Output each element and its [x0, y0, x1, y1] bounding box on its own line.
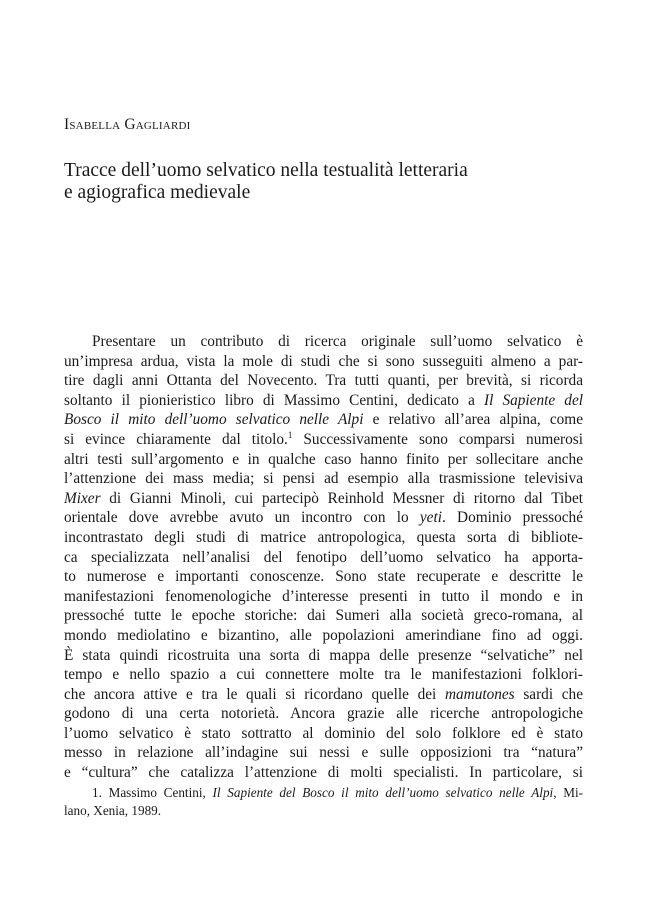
body-line: incontrastato degli studi di matrice antropologica, questa sorta di bibliote-: [64, 528, 583, 546]
body-line: messo in relazione all’indagine sui nessi e sulle opposizioni tra “natura”: [64, 744, 583, 762]
body-line: [64, 391, 583, 411]
body-line: [64, 685, 583, 705]
title-line: Tracce dell’uomo selvatico nella testualità letteraria: [64, 160, 468, 181]
body-line: [64, 430, 583, 450]
body-line: tire dagli anni Ottanta del Novecento. Tra tutti quanti, per brevità, si ricorda: [64, 372, 583, 390]
body-line: pressoché tutte le epoche storiche: dai Sumeri alla società greco-romana, al: [64, 607, 583, 625]
body-line: È stata quindi ricostruita una sorta di mappa delle presenze “selvatiche” nel: [64, 646, 583, 664]
body-line: to numerose e importanti conoscenze. Sono state recuperate e descritte le: [64, 568, 583, 586]
footnote-line: lano, Xenia, 1989.: [64, 803, 162, 818]
body-line: l’attenzione dei mass media; si pensi ad esempio alla trasmissione televisiva: [64, 470, 583, 488]
footnote: [64, 784, 583, 820]
body-line: mondo mediolatino e bizantino, alle popolazioni amerindiane fino ad oggi.: [64, 626, 583, 644]
body-text-run: . Dominio pressoché: [441, 509, 583, 527]
body-line: un’impresa ardua, vista la mole di studi che si sono susseguiti almeno a par-: [64, 352, 583, 370]
book-title-italic: Il Sapiente del: [484, 391, 583, 409]
body-text-run: Successivamente sono comparsi numerosi: [292, 430, 583, 448]
body-text-run: e relativo all’area alpina, come: [363, 411, 583, 429]
footnote-ref[interactable]: 1: [287, 429, 293, 440]
body-line: e “cultura” che catalizza l’attenzione di molti specialisti. In particolare, si: [64, 764, 583, 782]
book-title-italic: Bosco il mito dell’uomo selvatico nelle Alpi: [64, 411, 364, 429]
body-line: godono di una certa notorietà. Ancora grazie alle ricerche antropologiche: [64, 705, 583, 723]
author-name: Isabella Gagliardi: [64, 116, 191, 133]
body-text-run: orientale dove avrebbe avuto un incontro con lo: [64, 509, 420, 527]
title-line: e agiografica medievale: [64, 182, 251, 203]
italic-term: yeti: [419, 509, 442, 527]
book-title-italic: Il Sapiente del Bosco il mito dell’uomo selvatico nelle Alpi: [212, 785, 554, 800]
body-text-run: di Gianni Minoli, cui partecipò Reinhold Messner di ritorno dal Tibet: [100, 489, 583, 507]
body-line: [64, 508, 583, 528]
body-line: tempo e nello spazio a cui connettere molte tra le manifestazioni folklori-: [64, 666, 583, 684]
body-line: altri testi sull’argomento e in qualche caso hanno finito per sollecitare anche: [64, 450, 583, 468]
italic-term: Mixer: [64, 489, 101, 507]
body-text-run: si evince chiaramente dal titolo.: [64, 430, 288, 448]
body-line: ca specializzata nell’analisi del fenotipo dell’uomo selvatico ha apporta-: [64, 548, 583, 566]
footnote-text-run: 1. Massimo Centini,: [92, 785, 213, 800]
body-line: [64, 489, 583, 509]
body-line: manifestazioni fenomenologiche d’interesse presenti in tutto il mondo e in: [64, 587, 583, 605]
body-text-run: soltanto il pionieristico libro di Massimo Centini, dedicato a: [64, 391, 484, 409]
footnote-text-run: , Mi-: [553, 785, 583, 800]
article-title: [64, 160, 594, 204]
body-line: [64, 410, 583, 430]
footnote-line: [64, 784, 583, 802]
body-line: Presentare un contributo di ricerca originale sull’uomo selvatico è: [92, 333, 583, 350]
body-line: l’uomo selvatico è stato sottratto al dominio del solo folklore ed è stato: [64, 724, 583, 742]
body-text-run: che ancora attive e tra le quali si ricordano quelle dei: [64, 685, 445, 703]
body-text: [64, 332, 583, 783]
body-text-run: sardi che: [514, 685, 583, 703]
italic-term: mamutones: [444, 685, 515, 703]
